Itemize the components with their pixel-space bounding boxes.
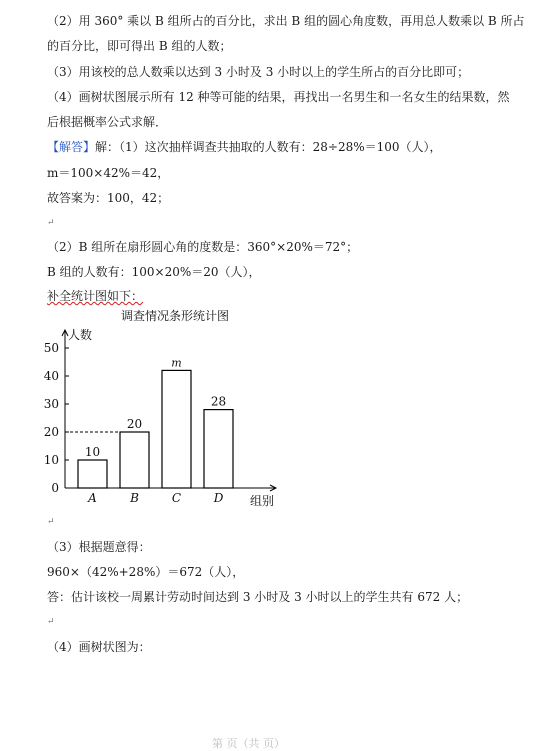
- bar-C: [162, 370, 191, 488]
- x-tick-label-B: B: [130, 491, 139, 505]
- x-tick-label-C: C: [171, 491, 182, 505]
- text-line-7: m＝100×42%＝42，: [47, 166, 170, 180]
- text-line-11: [47, 289, 143, 303]
- text-line-2: 的百分比，即可得出 B 组的人数；: [47, 39, 232, 53]
- text-line-5: 后根据概率公式求解．: [47, 115, 168, 129]
- text-line-6: [47, 140, 442, 154]
- y-tick-label: 0: [51, 481, 59, 495]
- x-tick-label-A: A: [88, 491, 97, 505]
- text-line-13: 960×（42%+28%）＝672（人），: [47, 565, 245, 579]
- y-axis-label: 人数: [68, 328, 93, 342]
- bar-B: [120, 432, 149, 488]
- y-tick-label: 30: [43, 397, 59, 411]
- page-footer: 第 页（共 页）: [212, 737, 285, 750]
- text-line-10: B 组的人数有：100×20%＝20（人），: [47, 265, 261, 279]
- text-line-12: （3）根据题意得：: [47, 540, 151, 554]
- answer-text: 解：（1）这次抽样调查共抽取的人数有：28÷28%＝100（人），: [95, 140, 442, 154]
- y-tick-label: 40: [43, 369, 59, 383]
- bar-value-label-B: 20: [126, 417, 143, 431]
- text-line-9: （2）B 组所在扇形圆心角的度数是：360°×20%＝72°；: [47, 240, 359, 254]
- x-axis-label: 组别: [250, 494, 275, 508]
- text-line-15: （4）画树状图为：: [47, 640, 151, 654]
- bar-value-label-A: 10: [84, 445, 101, 459]
- paragraph-mark: ↵: [47, 517, 55, 527]
- text-line-4: （4）画树状图展示所有 12 种等可能的结果，再找出一名男生和一名女生的结果数，然: [47, 90, 510, 104]
- paragraph-mark: ↵: [47, 218, 55, 228]
- bar-chart: [40, 308, 300, 520]
- text-line-1: （2）用 360° 乘以 B 组所占的百分比，求出 B 组的圆心角度数，再用总人数乘以 B 所占: [47, 14, 525, 28]
- bar-value-label-D: 28: [210, 394, 227, 409]
- y-tick-label: 50: [43, 341, 59, 355]
- answer-tag: 【解答】: [47, 140, 96, 154]
- bar-D: [204, 410, 233, 488]
- text-line-14: 答：估计该校一周累计劳动时间达到 3 小时及 3 小时以上的学生共有 672 人；: [47, 590, 469, 604]
- paragraph-mark: ↵: [47, 617, 55, 627]
- bar-value-label-C: m: [171, 356, 182, 370]
- text-line-3: （3）用该校的总人数乘以达到 3 小时及 3 小时以上的学生所占的百分比即可；: [47, 65, 470, 79]
- bar-A: [78, 460, 107, 488]
- text-line-11-label: 补全统计图如下：: [47, 289, 144, 303]
- chart-title: 调查情况条形统计图: [120, 309, 230, 323]
- text-line-8: 故答案为：100，42；: [47, 191, 170, 205]
- x-tick-label-D: D: [213, 491, 224, 505]
- y-tick-label: 10: [43, 453, 59, 467]
- y-tick-label: 20: [43, 425, 59, 439]
